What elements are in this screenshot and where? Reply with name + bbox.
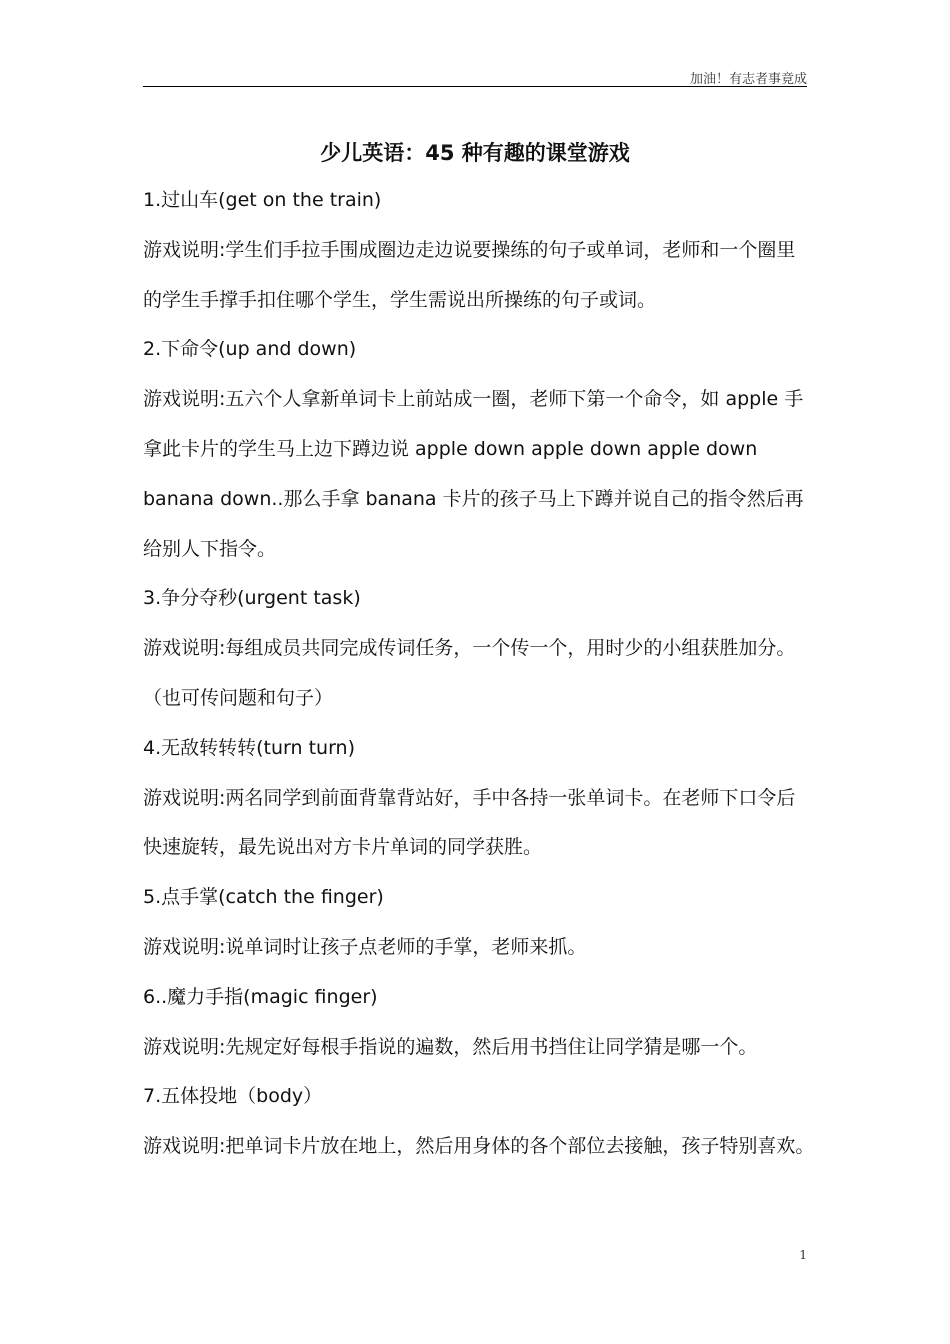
game-3-description: （也可传问题和句子） (143, 686, 334, 709)
game-5-description: 游戏说明:说单词时让孩子点老师的手掌，老师来抓。 (143, 935, 587, 958)
game-4-description: 快速旋转，最先说出对方卡片单词的同学获胜。 (143, 836, 543, 859)
game-2-description: 拿此卡片的学生马上边下蹲边说 apple down apple down apple down (143, 437, 758, 460)
game-1-description: 游戏说明:学生们手拉手围成圈边走边说要操练的句子或单词，老师和一个圈里 (143, 238, 796, 261)
header-slogan: 加油！有志者事竟成 (689, 72, 807, 87)
header-divider (143, 86, 807, 87)
game-6-heading: 6..魔力手指(magic finger) (143, 985, 378, 1008)
game-2-description: 给别人下指令。 (143, 537, 277, 560)
game-7-heading: 7.五体投地（body） (143, 1085, 323, 1108)
game-4-heading: 4.无敌转转转(turn turn) (143, 736, 356, 759)
game-2-description: 游戏说明:五六个人拿新单词卡上前站成一圈，老师下第一个命令，如 apple 手 (143, 388, 804, 411)
page-number: 1 (799, 1248, 807, 1262)
game-4-description: 游戏说明:两名同学到前面背靠背站好，手中各持一张单词卡。在老师下口令后 (143, 786, 796, 809)
document-body (143, 178, 813, 1174)
game-2-description: banana down..那么手拿 banana 卡片的孩子马上下蹲并说自己的指令然后再 (143, 487, 804, 510)
game-7-description: 游戏说明:把单词卡片放在地上，然后用身体的各个部位去接触，孩子特别喜欢。 (143, 1135, 815, 1158)
game-1-description: 的学生手撑手扣住哪个学生，学生需说出所操练的句子或词。 (143, 288, 657, 311)
game-3-heading: 3.争分夺秒(urgent task) (143, 587, 361, 610)
game-3-description: 游戏说明:每组成员共同完成传词任务，一个传一个，用时少的小组获胜加分。 (143, 637, 796, 660)
game-2-heading: 2.下命令(up and down) (143, 338, 357, 361)
game-5-heading: 5.点手掌(catch the finger) (143, 886, 384, 909)
game-1-heading: 1.过山车(get on the train) (143, 189, 382, 211)
document-title: 少儿英语：45 种有趣的课堂游戏 (320, 141, 630, 165)
game-6-description: 游戏说明:先规定好每根手指说的遍数，然后用书挡住让同学猜是哪一个。 (143, 1035, 758, 1058)
